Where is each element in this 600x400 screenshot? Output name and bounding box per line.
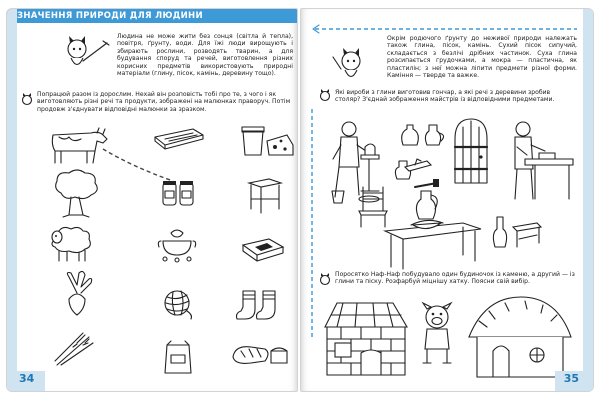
left-blue-edge [7,9,17,391]
task-cat-icon [21,93,33,105]
wheat-icon[interactable] [53,331,97,367]
task-cat-icon [319,273,331,285]
intro-text: Людина не може жити без сонця (світла й тепла), повітря, ґрунту, води. Для їжі люди вирощують і збирають рослини, розводять тварин, а для будування споруд та речей, виготовлення різних корисних предметів використовують природні матеріали (глину, пісок, камінь, деревину тощо). [117,33,293,78]
right-blue-edge [583,9,593,391]
cat-teacher-icon [329,47,375,87]
cat-teacher-icon [63,35,123,75]
stool-icon[interactable] [245,175,285,215]
beet-icon[interactable] [59,271,95,315]
page-number: 35 [563,372,579,385]
wooden-door-icon[interactable] [451,117,491,185]
plane-tool-icon[interactable] [403,155,433,175]
task-text-1: Які вироби з глини виготовив гончар, а які речі з деревини зробив столяр? З'єднай зображення майстрів із відповідними предметами. [335,89,555,104]
task-text-2: Поросятко Наф-Наф побудувало один будиночок із каменю, а другий — із глини та піску. Розфарбуй міцнішу хатку. Поясни свій вибір. [335,271,575,286]
yarn-ball-icon[interactable] [161,287,195,319]
page-title: ЗНАЧЕННЯ ПРИРОДИ ДЛЯ ЛЮДИНИ [17,11,203,21]
wooden-plank-icon[interactable] [153,127,205,149]
clay-pots-icon[interactable] [399,121,449,147]
page-number: 34 [19,372,35,385]
dashed-side-arrow [307,109,317,339]
header-bar [7,9,297,23]
pig-naf-naf-icon[interactable] [417,303,457,365]
clay-hut-icon[interactable] [465,297,575,381]
butter-icon[interactable] [239,235,287,263]
stone-house-icon[interactable] [317,297,413,379]
small-stool-icon[interactable] [511,221,543,249]
carpenter-icon[interactable] [505,119,575,209]
task-text: Попрацюй разом із дорослим. Нехай він розповість тобі про те, з чого і як виготовляють різні речі та продукти, зображені на малюнках праворуч. Потім продовж з'єднувати відповідні малюнки за зразком. [37,91,291,113]
clay-cup-icon[interactable] [329,187,347,205]
task-cat-icon [319,89,331,101]
milk-jars-icon[interactable] [159,177,197,207]
cow-icon[interactable] [47,125,111,165]
right-page [300,8,594,392]
table-with-bowl-icon[interactable] [383,215,483,269]
left-page [6,8,298,392]
tree-icon[interactable] [51,169,101,219]
yogurt-and-cheese-icon[interactable] [239,125,295,159]
sheep-icon[interactable] [47,225,99,265]
bread-icon[interactable] [231,343,291,367]
flour-bag-icon[interactable] [161,339,195,375]
clay-bottle-icon[interactable] [491,215,509,249]
sugar-bowl-icon[interactable] [157,229,197,263]
intro-text: Окрім родючого ґрунту до неживої природи належать також глина, пісок, камінь. Сухий пісок сипучий, складається з безлічі дрібних частинок. Суха глина розсипається грудочками, а мокра — пластична, як пластилін; з неї можна ліпити предмети різної форми. Каміння — тверде та важке. [387,35,577,80]
socks-icon[interactable] [235,289,291,323]
